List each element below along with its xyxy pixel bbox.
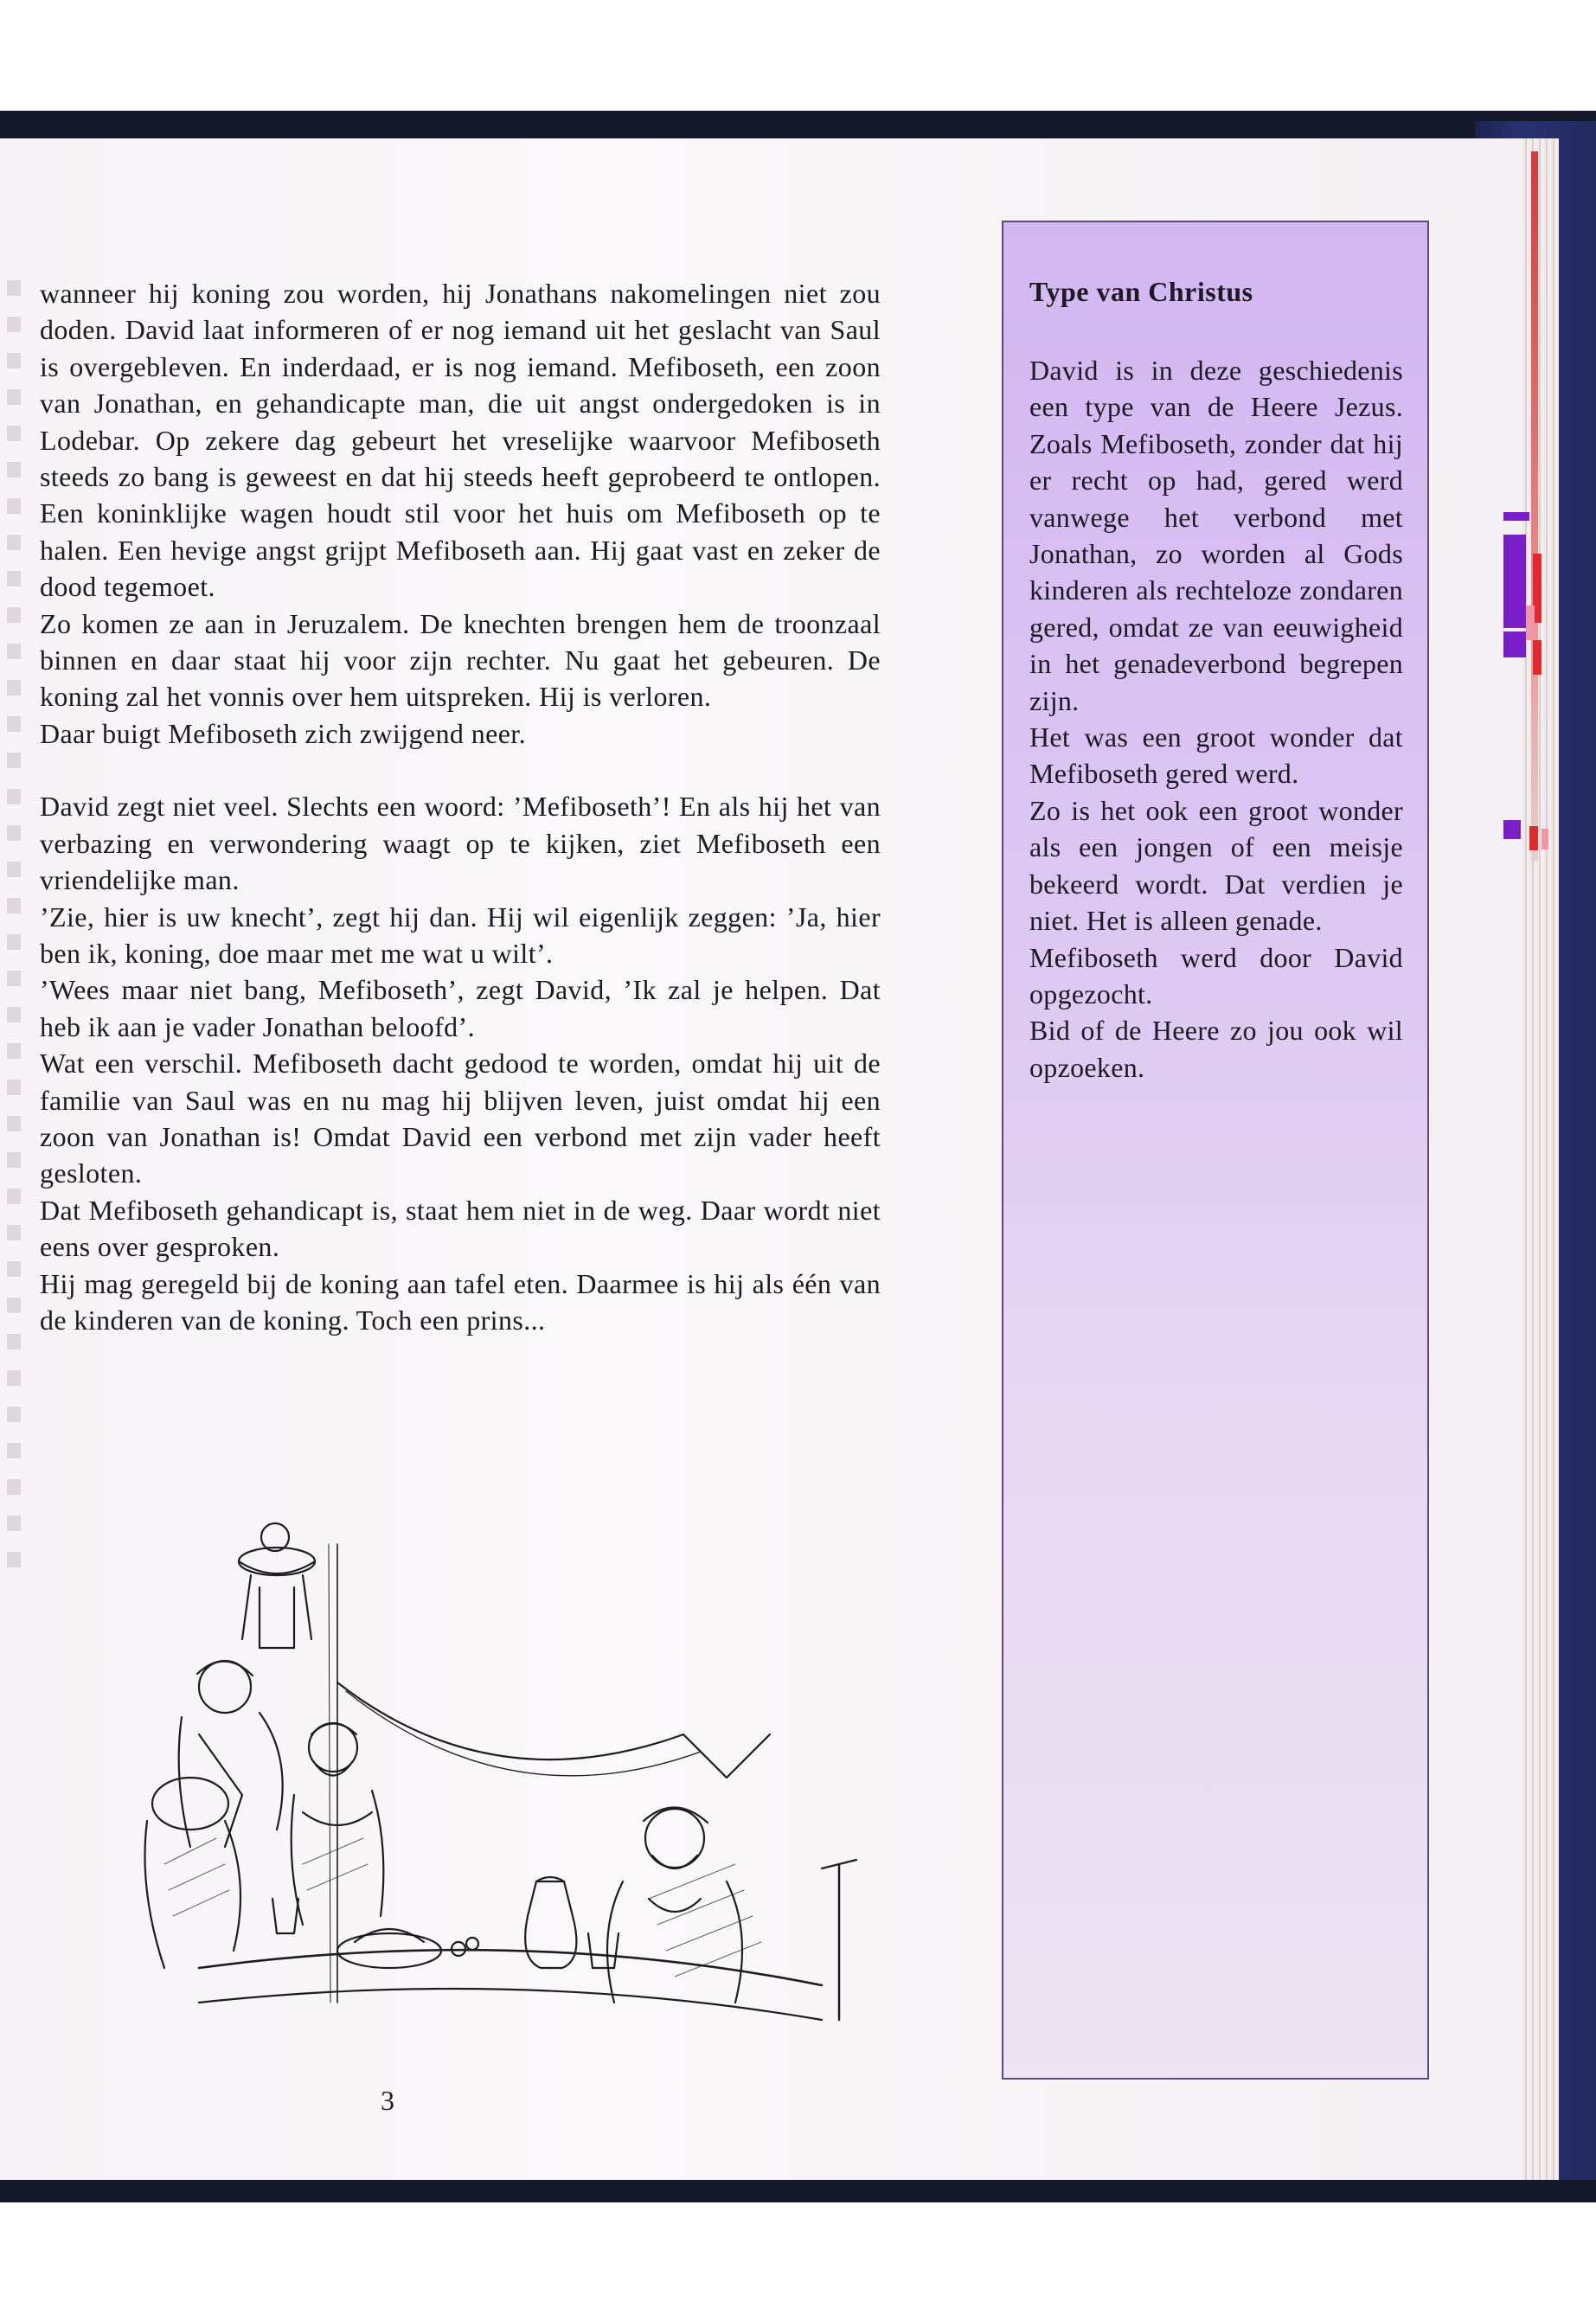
index-tab (1529, 826, 1538, 850)
sidebar-paragraph: Het was een groot wonder dat Mefiboseth gered werd. (1029, 721, 1403, 790)
paragraph: ’Zie, hier is uw knecht’, zegt hij dan. Hij wil eigenlijk zeggen: ’Ja, hier ben ik, koning, doe maar met me wat u wilt’. (40, 901, 881, 969)
paragraph: Daar buigt Mefiboseth zich zwijgend neer. (40, 717, 526, 749)
index-tab (1503, 535, 1526, 628)
paragraph: David zegt niet veel. Slechts een woord: ’Mefiboseth’! En als hij het van verbazing en verwondering waagt op te kijken, ziet Mefiboseth een vriendelijke man. (40, 791, 881, 896)
paragraph: Wat een verschil. Mefiboseth dacht gedood te worden, omdat hij uit de familie van Saul was en nu mag hij blijven leven, juist omdat hij een zoon van Jonathan is! Omdat David een verbond met zijn vader heeft gesloten. (40, 1048, 881, 1189)
paragraph: Zo komen ze aan in Jeruzalem. De knechten brengen hem de troonzaal binnen en daar staat hij voor zijn rechter. Nu gaat het gebeuren. De koning zal het vonnis over hem uitspreken. Hij is verloren. (40, 607, 881, 713)
paragraph: ’Wees maar niet bang, Mefiboseth’, zegt David, ’Ik zal je helpen. Dat heb ik aan je vader Jonathan beloofd’. (40, 974, 881, 1042)
page-edge-red-stripe (1531, 151, 1538, 861)
feast-illustration (130, 1518, 891, 2037)
sidebar-body (1029, 352, 1403, 1086)
page-number: 3 (381, 2085, 394, 2116)
sidebar-paragraph: Zo is het ook een groot wonder als een jongen of een meisje bekeerd wordt. Dat verdien je niet. Het is alleen genade. (1029, 794, 1403, 937)
index-tab (1503, 820, 1521, 839)
paragraph: Dat Mefiboseth gehandicapt is, staat hem niet in de weg. Daar wordt niet eens over gesproken. (40, 1194, 881, 1263)
index-tab (1503, 631, 1526, 657)
type-van-christus-box (1002, 221, 1429, 2080)
index-tab (1533, 640, 1542, 675)
sidebar-title: Type van Christus (1029, 276, 1253, 307)
page-edges (1522, 138, 1559, 2184)
index-tab (1503, 512, 1529, 521)
sidebar-paragraph: Mefiboseth werd door David opgezocht. (1029, 941, 1403, 1009)
sidebar-paragraph: David is in deze geschiedenis een type van de Heere Jezus. Zoals Mefiboseth, zonder dat hij er recht op had, gered werd vanwege het verbond met Jonathan, zo worden al Gods kinderen als rechteloze zondaren gered, omdat ze van eeuwigheid in het genadeverbond begrepen zijn. (1029, 355, 1403, 716)
main-text-column (40, 275, 881, 1338)
index-tab (1526, 606, 1535, 640)
scanner-band-bottom (0, 2180, 1596, 2202)
left-gutter-marks (7, 268, 21, 1583)
sidebar-paragraph: Bid of de Heere zo jou ook wil opzoeken. (1029, 1015, 1403, 1083)
index-tab (1542, 829, 1548, 849)
paragraph: Hij mag geregeld bij de koning aan tafel eten. Daarmee is hij als één van de kinderen van de koning. Toch een prins... (40, 1267, 881, 1336)
paragraph: wanneer hij koning zou worden, hij Jonathans nakomelingen niet zou doden. David laat informeren of er nog iemand uit het geslacht van Saul is overgebleven. En inderdaad, er is nog iemand. Mefiboseth, een zoon van Jonathan, en gehandicapte man, die uit angst ondergedoken is in Lodebar. Op zekere dag gebeurt het vreselijke waarvoor Mefiboseth steeds zo bang is geweest en dat hij steeds heeft geprobeerd te ontlopen. Een koninklijke wagen houdt stil voor het huis om Mefiboseth op te halen. Een hevige angst grijpt Mefiboseth aan. Hij gaat vast en zeker de dood tegemoet. (40, 278, 881, 603)
